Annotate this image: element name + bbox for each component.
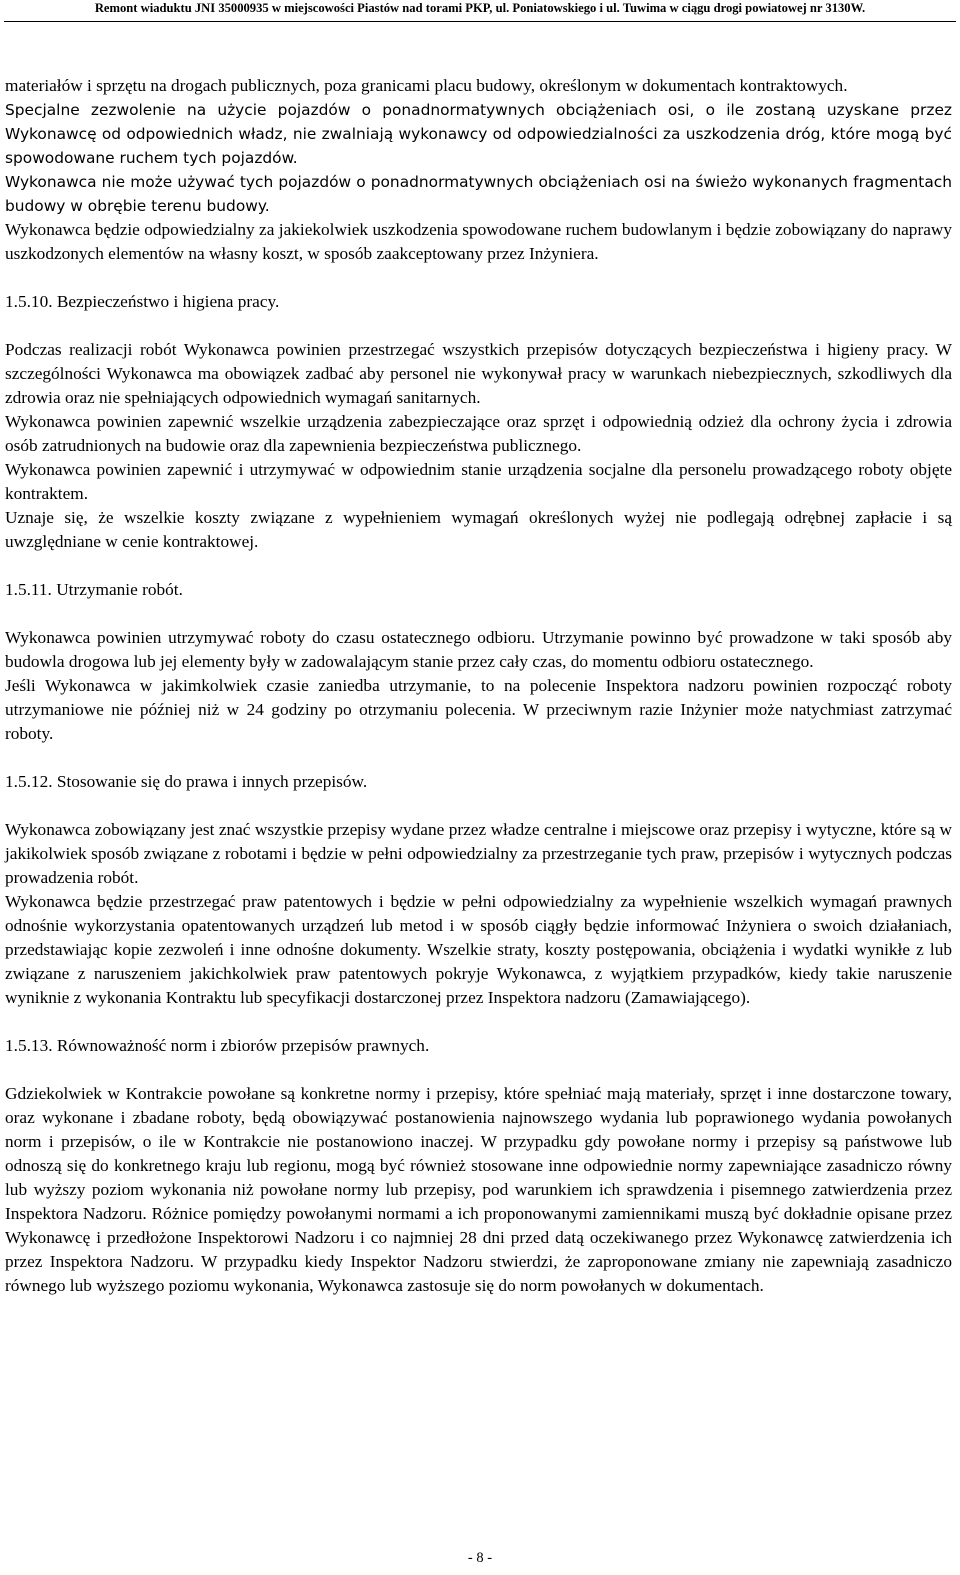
paragraph-special-permit: Specjalne zezwolenie na użycie pojazdów o ponadnormatywnych obciążeniach osi, o ile zostaną uzyskane przez Wykonawcę od odpowiednich władz, nie zwalniają wykonawcy od odpowiedzialności za uszkodzenia dróg, które mogą być spowodowane ruchem tych pojazdów. (5, 101, 952, 167)
page-number: - 8 - (467, 1550, 493, 1566)
paragraph-maintenance-neglect: Jeśli Wykonawca w jakimkolwiek czasie zaniedba utrzymanie, to na polecenie Inspektora nadzoru powinien rozpocząć roboty utrzymaniowe nie później niż w 24 godziny po otrzymaniu polecenia. W przeciwnym razie Inżynier może natychmiast zatrzymać roboty. (5, 676, 952, 743)
paragraph-law-compliance: Wykonawca zobowiązany jest znać wszystkie przepisy wydane przez władze centralne i miejscowe oraz przepisy i wytyczne, które są w jakikolwiek sposób związane z robotami i będzie w pełni odpowiedzialny za przestrzeganie tych praw, przepisów i wytycznych podczas prowadzenia robót. (5, 820, 952, 887)
paragraph-safety-costs: Uznaje się, że wszelkie koszty związane z wypełnieniem wymagań określonych wyżej nie podlegają odrębnej zapłacie i są uwzględniane w cenie kontraktowej. (5, 508, 952, 551)
paragraph-maintenance: Wykonawca powinien utrzymywać roboty do czasu ostatecznego odbioru. Utrzymanie powinno być prowadzone w taki sposób aby budowla drogowa lub jej elementy były w zadowalającym stanie przez cały czas, do momentu odbioru ostatecznego. (5, 628, 952, 671)
paragraph-safety-equipment: Wykonawca powinien zapewnić wszelkie urządzenia zabezpieczające oraz sprzęt i odpowiednią odzież dla ochrony życia i zdrowia osób zatrudnionych na budowie oraz dla zapewnienia bezpieczeństwa publicznego. (5, 412, 952, 455)
paragraph-fresh-sections: Wykonawca nie może używać tych pojazdów o ponadnormatywnych obciążeniach osi na świeżo wykonanych fragmentach budowy w obrębie terenu budowy. (5, 173, 952, 215)
paragraph-social-facilities: Wykonawca powinien zapewnić i utrzymywać w odpowiednim stanie urządzenia socjalne dla personelu prowadzącego roboty objęte kontraktem. (5, 460, 952, 503)
heading-1-5-12: 1.5.12. Stosowanie się do prawa i innych przepisów. (5, 772, 368, 791)
paragraph-damage-liability: Wykonawca będzie odpowiedzialny za jakiekolwiek uszkodzenia spowodowane ruchem budowlanym i będzie zobowiązany do naprawy uszkodzonych elementów na własny koszt, w sposób zaakceptowany przez Inżyniera. (5, 220, 952, 263)
paragraph-standards-equivalence: Gdziekolwiek w Kontrakcie powołane są konkretne normy i przepisy, które spełniać mają materiały, sprzęt i inne dostarczone towary, oraz wykonane i zbadane roboty, będą obowiązywać postanowienia najnowszego wydania lub poprawionego wydania powołanych norm i przepisów, o ile w Kontrakcie nie postanowiono inaczej. W przypadku gdy powołane normy i przepisy są państwowe lub odnoszą się do konkretnego kraju lub regionu, mogą być również stosowane inne odpowiednie normy zapewniające zasadniczo równy lub wyższy poziom wykonania niż powołane normy lub przepisy, pod warunkiem ich sprawdzenia i pisemnego zatwierdzenia przez Inspektora Nadzoru. Różnice pomiędzy powołanymi normami a ich proponowanymi zamiennikami muszą być dokładnie opisane przez Wykonawcę i przedłożone Inspektorowi Nadzoru i co najmniej 28 dni przed datą oczekiwanego przez Wykonawcę zatwierdzenia ich przez Inspektora Nadzoru. W przypadku kiedy Inspektor Nadzoru stwierdzi, że zaproponowane zmiany nie zapewniają zasadniczo równego lub wyższego poziomu wykonania, Wykonawca zastosuje się do norm powołanych w dokumentach. (5, 1084, 952, 1295)
paragraph-patent-rights: Wykonawca będzie przestrzegać praw patentowych i będzie w pełni odpowiedzialny za wypełnienie wszelkich wymagań prawnych odnośnie wykorzystania opatentowanych urządzeń lub metod i w sposób ciągły będzie informować Inżyniera o swoich działaniach, przedstawiając kopie zezwoleń i inne odnośne dokumenty. Wszelkie straty, koszty postępowania, obciążenia i wydatki wynikłe z lub związane z naruszeniem jakichkolwiek praw patentowych pokryje Wykonawca, z wyjątkiem przypadków, kiedy takie naruszenie wyniknie z wykonania Kontraktu lub specyfikacji dostarczonej przez Inspektora nadzoru (Zamawiającego). (5, 892, 952, 1007)
heading-1-5-10: 1.5.10. Bezpieczeństwo i higiena pracy. (5, 292, 280, 311)
page-body (5, 74, 952, 1298)
header-divider (4, 21, 956, 22)
heading-1-5-13: 1.5.13. Równoważność norm i zbiorów przepisów prawnych. (5, 1036, 430, 1055)
heading-1-5-11: 1.5.11. Utrzymanie robót. (5, 580, 183, 599)
running-header: Remont wiaduktu JNI 35000935 w miejscowości Piastów nad torami PKP, ul. Poniatowskiego i ul. Tuwima w ciągu drogi powiatowej nr 3130W. (94, 1, 866, 15)
paragraph-materials: materiałów i sprzętu na drogach publicznych, poza granicami placu budowy, określonym w dokumentach kontraktowych. (5, 76, 848, 95)
paragraph-safety-rules: Podczas realizacji robót Wykonawca powinien przestrzegać wszystkich przepisów dotyczących bezpieczeństwa i higieny pracy. W szczególności Wykonawca ma obowiązek zadbać aby personel nie wykonywał pracy w warunkach niebezpiecznych, szkodliwych dla zdrowia oraz nie spełniających odpowiednich wymagań sanitarnych. (5, 340, 952, 407)
